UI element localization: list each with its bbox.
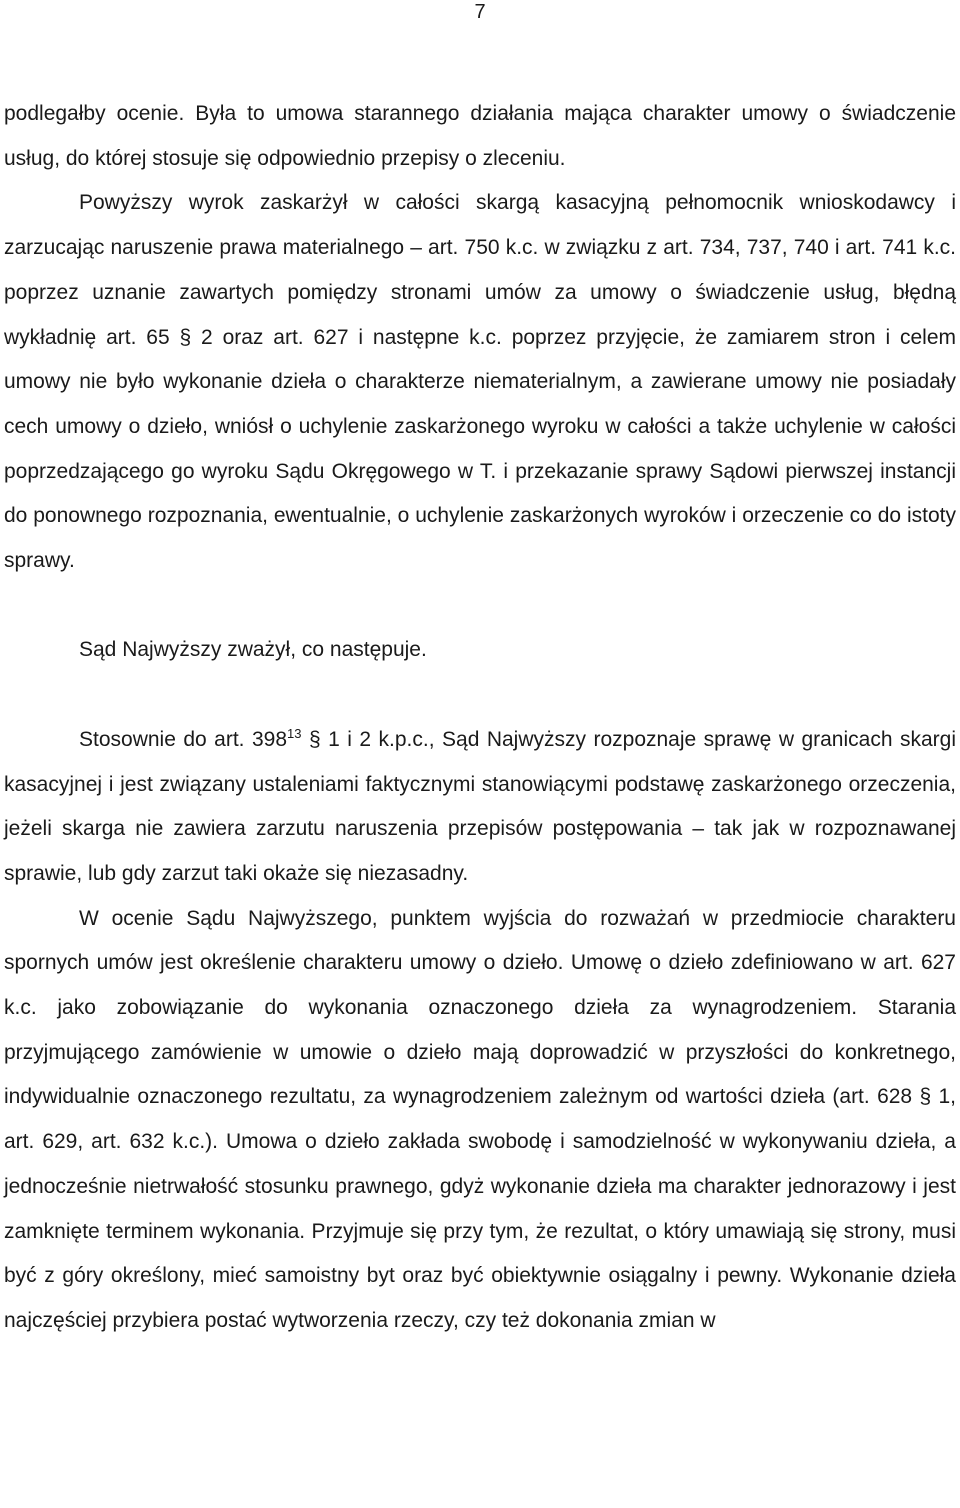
page-number: 7: [474, 1, 486, 23]
document-body: [4, 92, 956, 1344]
paragraph-continuation: podlegałby ocenie. Była to umowa starannego działania mająca charakter umowy o świadczenie usług, do której stosuje się odpowiednio przepisy o zleceniu.: [4, 102, 956, 170]
art-398-text-start: Stosownie do art. 398: [79, 727, 288, 751]
paragraph-spacer: [4, 673, 956, 718]
superscript-number: 13: [287, 725, 302, 741]
paragraph-spacer: [4, 584, 956, 629]
paragraph-contract-for-work: W ocenie Sądu Najwyższego, punktem wyjścia do rozważań w przedmiocie charakteru spornych umów jest określenie charakteru umowy o dzieło. Umowę o dzieło zdefiniowano w art. 627 k.c. jako zobowiązanie do wykonania oznaczonego dzieła za wynagrodzeniem. Starania przyjmującego zamówienie w umowie o dzieło mają doprowadzić w przyszłości do konkretnego, indywidualnie oznaczonego rezultatu, za wynagrodzeniem zależnym od wartości dzieła (art. 628 § 1, art. 629, art. 632 k.c.). Umowa o dzieło zakłada swobodę i samodzielność w wykonywaniu dzieła, a jednocześnie nietrwałość stosunku prawnego, gdyż wykonanie dzieła ma charakter jednorazowy i jest zamknięte terminem wykonania. Przyjmuje się przy tym, że rezultat, o który umawiają się strony, musi być z góry określony, mieć samoistny byt oraz być obiektywnie osiągalny i pewny. Wykonanie dzieła najczęściej przybiera postać wytworzenia rzeczy, czy też dokonania zmian w: [4, 906, 956, 1332]
paragraph-art-398: [4, 718, 956, 897]
paragraph-court-considered: Sąd Najwyższy zważył, co następuje.: [79, 638, 427, 662]
paragraph-cassation-complaint: Powyższy wyrok zaskarżył w całości skargą kasacyjną pełnomocnik wnioskodawcy i zarzucając naruszenie prawa materialnego – art. 750 k.c. w związku z art. 734, 737, 740 i art. 741 k.c. poprzez uznanie zawartych pomiędzy stronami umów za umowy o świadczenie usług, błędną wykładnię art. 65 § 2 oraz art. 627 i następne k.c. poprzez przyjęcie, że zamiarem stron i celem umowy nie było wykonanie dzieła o charakterze niematerialnym, a zawierane umowy nie posiadały cech umowy o dzieło, wniósł o uchylenie zaskarżonego wyroku w całości a także uchylenie w całości poprzedzającego go wyroku Sądu Okręgowego w T. i przekazanie sprawy Sądowi pierwszej instancji do ponownego rozpoznania, ewentualnie, o uchylenie zaskarżonych wyroków i orzeczenie co do istoty sprawy.: [4, 191, 956, 573]
art-398-text-end: § 1 i 2 k.p.c., Sąd Najwyższy rozpoznaje sprawę w granicach skargi kasacyjnej i jest związany ustaleniami faktycznymi stanowiącymi podstawę zaskarżonego orzeczenia, jeżeli skarga nie zawiera zarzutu naruszenia przepisów postępowania – tak jak w rozpoznawanej sprawie, lub gdy zarzut taki okaże się niezasadny.: [4, 727, 956, 885]
